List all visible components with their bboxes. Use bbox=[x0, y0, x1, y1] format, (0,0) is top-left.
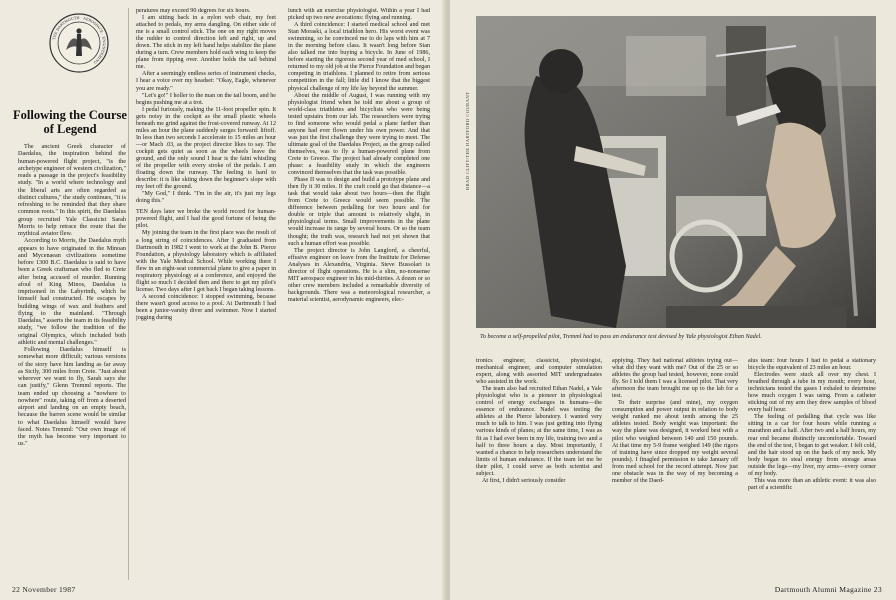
paragraph: peratures may exceed 90 degrees for six hours. bbox=[136, 8, 251, 14]
left-page bbox=[0, 0, 446, 600]
paragraph: I am sitting back in a nylon web chair, my feet attached to pedals, my arms dangling. On either side of me is a small control stick. The one on my right moves the rudder to control direction left and right, up and down. The stick in my left hand helps stabilize the plane during a turn. Crew members hold each wing to keep the plane from tipping over. Another holds the tail behind me. bbox=[136, 15, 276, 71]
lab-photo bbox=[476, 16, 876, 328]
svg-text:THE DARTMOUTH · AEROSPACE · EN: THE DARTMOUTH · AEROSPACE · ENGINEERING bbox=[52, 15, 107, 65]
paragraph: The team also had recruited Ethan Nadel, a Yale physiologist who is a pioneer in physiological control of energy exchanges in humans—the essence of endurance. Nadel was testing the athletes at the Pierce laboratory. I wanted very much to talk to him. I was just getting into flying various kinds of planes; at the same time, I was as fit as I had ever been in my life, training two and a half to three hours a day. Most importantly, I wanted a chance to help researchers understand the limits of human endurance. If the team let me be their pilot, I could serve as both scientist and subject. bbox=[476, 386, 602, 477]
paragraph: I pedal furiously, making the 11-foot propeller spin. It gets noisy in the cockpit as the small plastic wheels beneath me grind against the frost-covered runway. At 12 miles an hour the plane suddenly surges forward: liftoff. In less than two seconds I accelerate to 15 miles an hour—or Mach .03, as the project director likes to say. The cockpit gets quiet as soon as the wheels leave the ground, and the only sound I hear is the faint whistling of the propeller with every stroke of the pedals. I am floating down the runway. The feeling is hard to describe: it is like skiing down the beginner's slope with my feet off the ground. bbox=[136, 106, 276, 191]
paragraph: "Let's go!" I holler to the man on the tail boom, and he begins pushing me at a trot. bbox=[136, 92, 276, 106]
folio-right: Dartmouth Alumni Magazine 23 bbox=[774, 585, 882, 594]
paragraph: My joining the team in the first place was the result of a long string of coincidences. After I graduated from Dartmouth in 1982 I went to work at the John B. Pierce Foundation, a physiology laboratory which is affiliated with the Yale Medical School. While working there I flew in an eight-seat commercial plane to give a paper in respiratory physiology at a conference, and enjoyed the flight so much I decided then and there to get my pilot's license. Two days after I got back I began taking lessons. bbox=[136, 230, 276, 293]
paragraph: A third coincidence: I started medical school and met Stan Moraski, a local triathlon hero. His worst event was swimming, so he convinced me to do laps with him at 7 in the morning before class. It wasn't long before Stan also talked me into buying a bicycle. In June of 1986, before starting the rigorous second year of med school, I returned to my old job at the Pierce Foundation and began competing in triathlons. I planned to retire from serious competition in the fall; little did I know that the biggest physical challenge of my life lay beyond the summer. bbox=[288, 22, 430, 92]
article-column-2 bbox=[288, 8, 430, 586]
paragraph: The feeling of pedalling that cycle was like sitting in a car for four hours while running a marathon and a half. After two and a half hours, my rear end became distinctly uncomfortable. Toward the end of the test, I began to get weaker. I felt cold, and the hair stood up on the back of my neck. My body began to steal energy from storage areas outside the legs—my liver, my arms—every corner of my body. bbox=[748, 414, 876, 477]
paragraph: applying. They had national athletes trying out—what did they want with me? Out of the 25 or so athletes the group had tested, however, none could fly. So I told them I was a licensed pilot. That very afternoon the team brought me up to the lab for a test. bbox=[612, 358, 738, 400]
paragraph: alus team: four hours I had to pedal a stationary bicycle the equivalent of 23 miles an hour. bbox=[748, 358, 876, 372]
paragraph: Phase II was to design and build a prototype plane and then fly it 30 miles. If the craft could go that distance—a task that would take about two hours—then the flight from Crete to Greece would seem possible. The difference between pedalling for two hours and for double or triple that amount is relatively slight, in physiological terms. Small improvements in the plane would increase its range by several hours. Or so the team thought; the truth was, research had not yet shown that such a human effort was possible. bbox=[288, 177, 430, 247]
seal-emblem-icon bbox=[48, 12, 110, 74]
paragraph: About the middle of August, I was running with my physiologist friend when he told me about a group of world-class triathletes and bicyclists who were being tested upstairs from our lab. The researchers were trying to find someone who would pedal a plane farther than anyone had ever flown under his own power. And that was just the first challenge they were trying to meet. The ultimate goal of the Daedalus Project, as the group called themselves, was to fly a human-powered plane from Crete to Greece. The project had already completed one phase: a feasibility study in which the engineers convinced themselves that the task was possible. bbox=[288, 92, 430, 177]
paragraph: The project director is John Langford, a cheerful, effusive engineer on leave from the Institute for Defense Analyses in Alexandria, Virginia. Steve Bussolari is director of flight operations. He is a slim, no-nonsense MIT aerospace engineer in his mid-thirties. A dozen or so other crew members included a remarkable diversity of backgrounds. There was a meteorological researcher, a material scientist, aerodynamic engineers, elec- bbox=[288, 247, 430, 303]
right-page bbox=[450, 0, 896, 600]
paragraph: Electrodes were stuck all over my chest. I breathed through a tube in my mouth; every hour, technicians tested the gases I exhaled to determine how much oxygen I was using. From a catheter sticking out of my arm they drew samples of blood every half hour. bbox=[748, 372, 876, 414]
paragraph: To their surprise (and mine), my oxygen consumption and power output in relation to body weight ranked me about tenth among the 25 athletes tested. Body weight was important: the way the plane was designed, it worked best with a pilot who weighed between 140 and 150 pounds. At that time my 5-9 frame weighed 149 (the rigors of training have since dropped my weight several pounds). I finagled permission to take January off from med school for the record attempt. Now just one obstacle was in the way of my becoming a member of the Daed- bbox=[612, 400, 738, 484]
sidebar-paragraph: According to Morris, the Daedalus myth appears to have originated in the Minoan and Mycenaean civilizations sometime before 1300 B.C. Daedalus is said to have been a Greek craftsman who fled to Crete after being accused of murder. Running afoul of King Minos, Daedalus is imprisoned in the Labyrinth, which he himself had constructed. He escapes by building wings of wax and feathers and flying to the mainland. "Through Daedalus," asserts the team in its feasibility study, "we follow the tradition of the original Olympics, which included both athletic and mental challenges." bbox=[18, 237, 126, 346]
paragraph: tronics engineer, classicist, physiologist, mechanical engineer, and computer simulation expert, along with assorted MIT undergraduates who assisted in the work. bbox=[476, 358, 602, 386]
photo-caption: To become a self-propelled pilot, Tremml had to pass an endurance test devised by Yale physiologist Ethan Nadel. bbox=[480, 333, 762, 340]
sidebar-paragraph: Following Daedalus himself is somewhat more difficult; various versions of the story have him landing as far away as Sicily, 300 miles from Crete. "Just about wherever we want to fly, Sarah says she can justify," Glenn Tremml reports. The team ended up choosing a "nowhere to nowhere" route, taking off from a deserted airport and landing on an empty beach, because the barren scene would be similar to what Daedalus himself would have faced. Notes Tremml: "Our own image of the myth has become very important to us." bbox=[18, 346, 126, 448]
paragraph: "My God," I think. "I'm in the air, it's just my legs doing this." bbox=[136, 191, 276, 205]
paragraph: lunch with an exercise physiologist. Within a year I had picked up two new avocations: flying and running. bbox=[288, 8, 430, 22]
sidebar-body bbox=[18, 143, 126, 583]
article-column-5 bbox=[748, 358, 876, 584]
article-column-3 bbox=[476, 358, 602, 584]
paragraph: After a seemingly endless series of instrument checks, I hear a voice over my headset: "Okay, Eagle, whenever you are ready." bbox=[136, 71, 276, 92]
article-column-4 bbox=[612, 358, 738, 584]
sidebar-title: Following the Course of Legend bbox=[13, 108, 127, 136]
paragraph: A second coincidence: I stopped swimming, because there wasn't good access to a pool. At Dartmouth I had been a junior-varsity diver and swimmer. Now I started jogging during bbox=[136, 293, 276, 322]
section-opening-paragraph: TEN days later we broke the world record for human-powered flight, and I had the good fortune of being the pilot. bbox=[136, 209, 276, 230]
paragraph: At first, I didn't seriously consider bbox=[482, 477, 566, 484]
paragraph: This was more than an athletic event: it was also part of a scientific bbox=[748, 477, 876, 491]
folio-left: 22 November 1987 bbox=[12, 585, 76, 594]
article-column-1 bbox=[136, 8, 276, 586]
sidebar-box bbox=[12, 8, 129, 580]
sidebar-paragraph: The ancient Greek character of Daedalus, the inspiration behind the human-powered flight project, "is the archetype engineer of western civilization," reads a passage in the project's feasibility study. "In a world where technology and the liberal arts are often regarded as distinct cultures," the study continues, "it is refreshing to be reminded that they share common roots." In this spirit, the Daedalus group recruited Yale Classicist Sarah Morris to help retrace the route that the mythical aviator flew. bbox=[18, 143, 126, 237]
photo-credit: BRAD CLIFT/THE HARTFORD COURANT bbox=[465, 91, 470, 190]
